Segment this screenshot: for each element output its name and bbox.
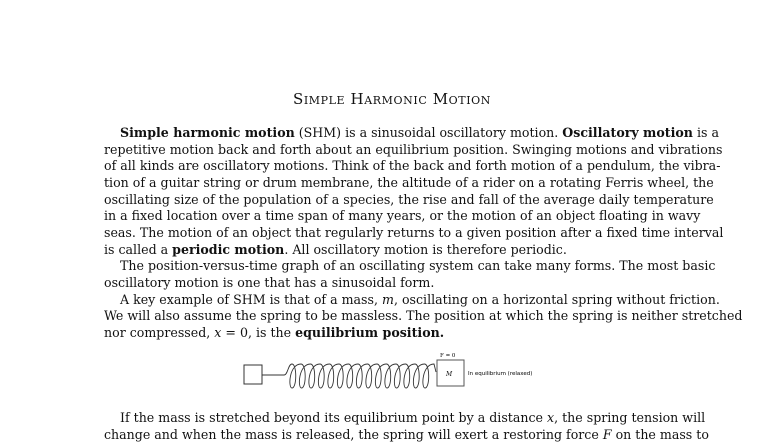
section-title: Simple Harmonic Motion (292, 90, 492, 108)
text-span: is a (692, 125, 719, 140)
text-span: A key example of SHM is that of a mass, (120, 291, 382, 307)
text-span: = 0, is the (221, 325, 296, 340)
text-span: (SHM) is a sinusoidal oscillatory motion. (294, 125, 563, 140)
text-span: , the spring tension will (554, 410, 706, 425)
bold-term: Oscillatory motion (562, 125, 693, 140)
bold-term: periodic motion (172, 241, 285, 257)
wall-block (244, 365, 262, 384)
text-line (104, 141, 723, 158)
math-variable: m (382, 291, 394, 307)
text-line (104, 191, 714, 208)
spring-coil (284, 364, 436, 388)
text-line (120, 291, 720, 308)
text-span: nor compressed, (104, 325, 215, 340)
force-label: F = 0 (440, 353, 456, 359)
text-line (104, 242, 692, 258)
text-span: change and when the mass is released, the spring will exert a restoring force (104, 427, 603, 442)
text-line (104, 325, 692, 341)
text-span: , oscillating on a horizontal spring without friction. (393, 291, 720, 307)
text-span: tion of a guitar string or drum membrane, the altitude of a rider on a rotating Ferris wheel, the (104, 175, 714, 190)
text-line (104, 225, 724, 241)
text-span: We will also assume the spring to be massless. The position at which the spring is neither stretched (104, 308, 743, 324)
text-line (104, 275, 692, 291)
text-span: If the mass is stretched beyond its equilibrium point by a distance (120, 410, 547, 425)
text-span: in a fixed location over a time span of many years, or the motion of an object floating in wavy (104, 208, 701, 224)
spring-mass-figure (240, 350, 560, 395)
text-line (104, 175, 714, 191)
text-span: . All oscillatory motion is therefore periodic. (284, 241, 567, 257)
text-line (120, 258, 716, 274)
text-span: seas. The motion of an object that regularly returns to a given position after a fixed time interval (104, 225, 724, 240)
math-variable: F (602, 427, 612, 442)
text-span: The position-versus-time graph of an oscillating system can take many forms. The most basic (120, 258, 716, 274)
text-line (120, 125, 719, 141)
text-line (104, 208, 701, 224)
text-line (120, 410, 706, 426)
mass-label: M (446, 371, 453, 378)
text-span: is called a (104, 241, 173, 257)
text-span: oscillatory motion is one that has a sinusoidal form. (104, 275, 435, 290)
text-span: of all kinds are oscillatory motions. Think of the back and forth motion of a pendulum, the vibra- (104, 158, 721, 174)
math-variable: x (546, 410, 555, 425)
text-span: oscillating size of the population of a species, the rise and fall of the average daily temperature (104, 191, 714, 207)
figure-caption: In equilibrium (relaxed) (468, 371, 533, 377)
text-line (104, 308, 743, 324)
bold-term: equilibrium position. (295, 325, 445, 340)
math-variable: x (214, 325, 222, 340)
text-span: repetitive motion back and forth about an equilibrium position. Swinging motions and vibrations (104, 141, 723, 157)
bold-term: Simple harmonic motion (120, 125, 295, 140)
text-line (104, 158, 721, 174)
text-span: on the mass to (611, 427, 709, 442)
